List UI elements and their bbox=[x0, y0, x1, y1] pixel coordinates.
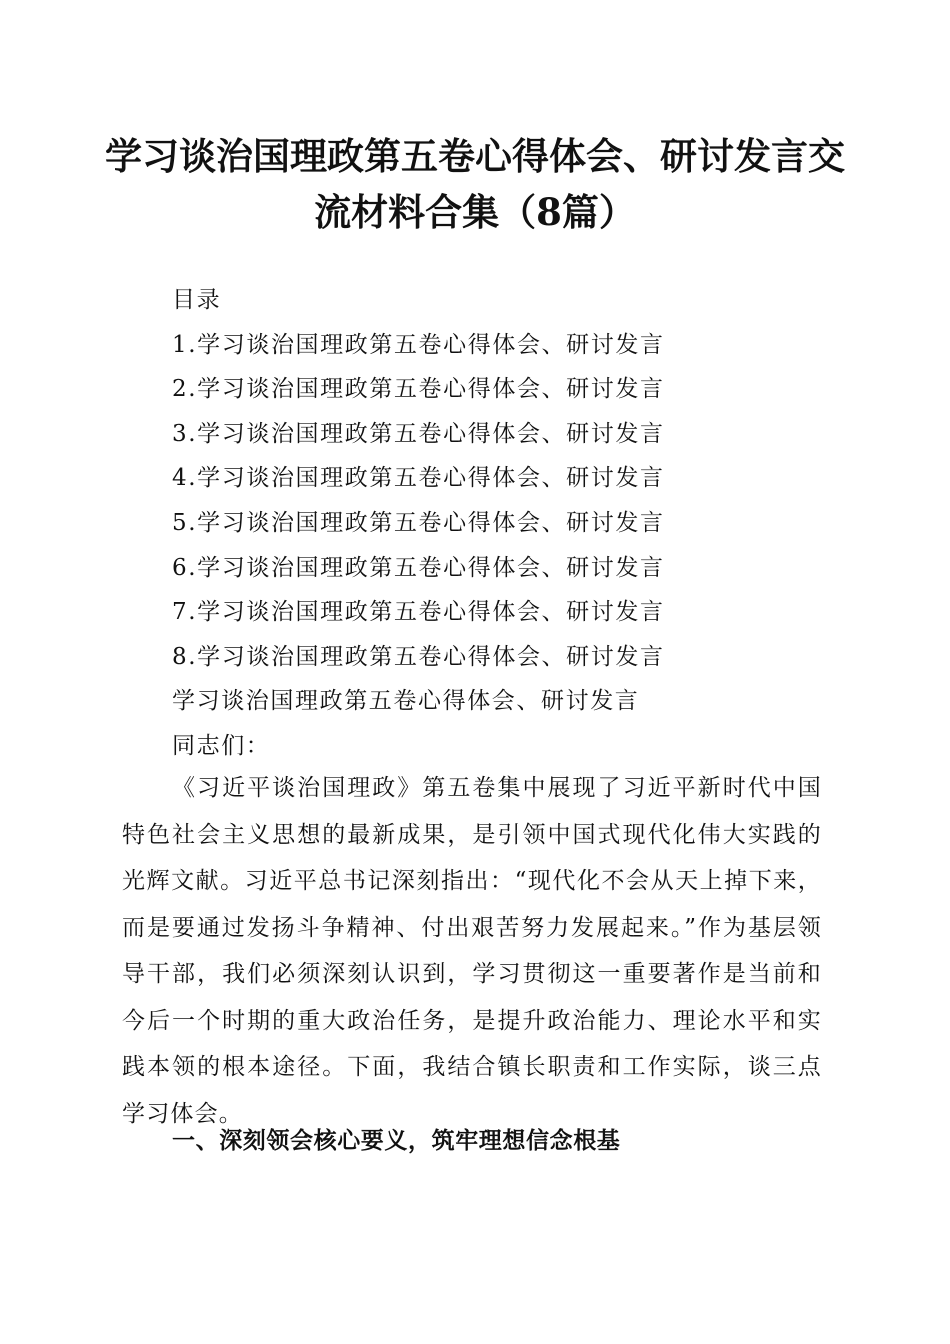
toc-item-3: 3.学习谈治国理政第五卷心得体会、研讨发言 bbox=[172, 420, 665, 447]
toc-item-4: 4.学习谈治国理政第五卷心得体会、研讨发言 bbox=[172, 465, 665, 492]
title-line-1: 学习谈治国理政第五卷心得体会、研讨发言交 bbox=[105, 134, 845, 178]
salutation: 同志们： bbox=[172, 732, 271, 759]
toc-item-7: 7.学习谈治国理政第五卷心得体会、研讨发言 bbox=[172, 599, 665, 626]
title-line-2: 流材料合集（8篇） bbox=[314, 190, 636, 234]
body-paragraph: 《习近平谈治国理政》第五卷集中展现了习近平新时代中国特色社会主义思想的最新成果，是引领中国式现代化伟大实践的光辉文献。习近平总书记深刻指出：“现代化不会从天上掉下来，而是要通过发扬斗争精神、付出艰苦努力发展起来。”作为基层领导干部，我们必须深刻认识到，学习贯彻这一重要著作是当前和今后一个时期的重大政治任务，是提升政治能力、理论水平和实践本领的根本途径。下面，我结合镇长职责和工作实际，谈三点学习体会。 bbox=[122, 775, 822, 1127]
toc-item-1: 1.学习谈治国理政第五卷心得体会、研讨发言 bbox=[172, 331, 665, 358]
document-title bbox=[100, 128, 850, 240]
toc-label: 目录 bbox=[172, 287, 222, 313]
toc-item-2: 2.学习谈治国理政第五卷心得体会、研讨发言 bbox=[172, 376, 665, 403]
section-heading-1: 一、深刻领会核心要义，筑牢理想信念根基 bbox=[172, 1128, 621, 1154]
article-title: 学习谈治国理政第五卷心得体会、研讨发言 bbox=[172, 688, 640, 715]
table-of-contents bbox=[172, 278, 665, 769]
toc-item-5: 5.学习谈治国理政第五卷心得体会、研讨发言 bbox=[172, 509, 665, 536]
toc-item-8: 8.学习谈治国理政第五卷心得体会、研讨发言 bbox=[172, 643, 665, 670]
toc-item-6: 6.学习谈治国理政第五卷心得体会、研讨发言 bbox=[172, 554, 665, 581]
